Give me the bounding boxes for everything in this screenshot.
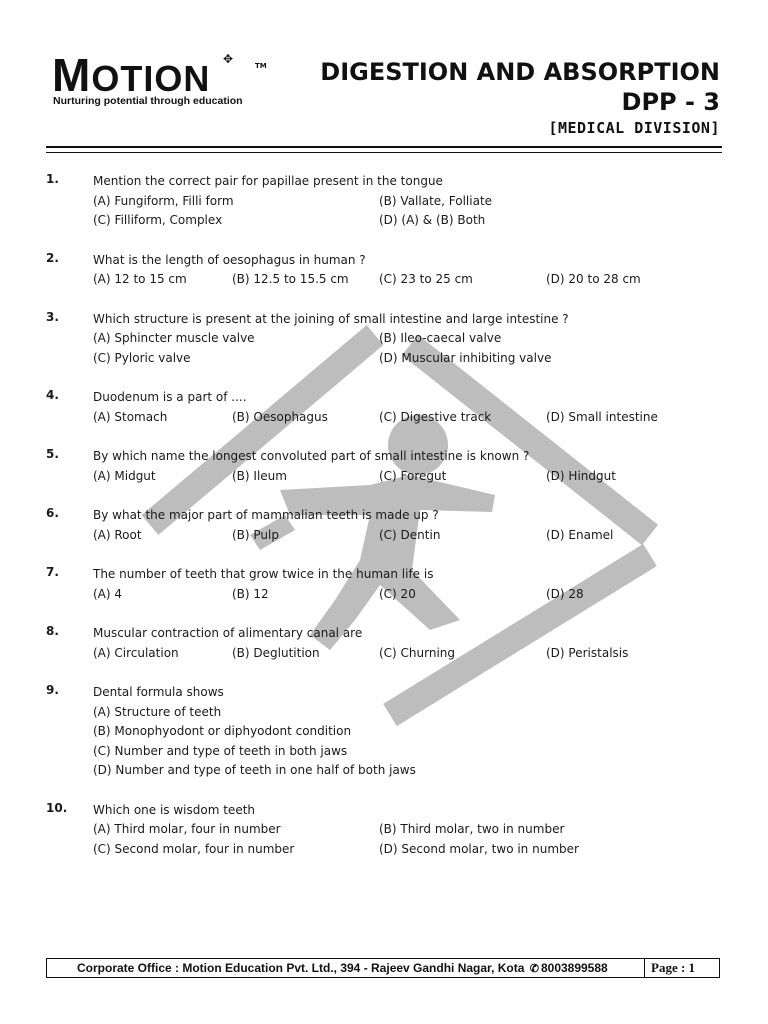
answer-option: (B) 12.5 to 15.5 cm <box>232 272 349 286</box>
dpp-number: DPP - 3 <box>621 88 720 116</box>
answer-option: (A) Stomach <box>93 409 168 424</box>
answer-option: (B) Ileo-caecal valve <box>379 331 502 345</box>
question-item <box>46 565 722 604</box>
question-text: By what the major part of mammalian teeth is made up ? <box>93 508 439 522</box>
header-title-block <box>320 57 720 139</box>
answer-option: (D) 28 <box>546 586 584 601</box>
question-text: Mention the correct pair for papillae present in the tongue <box>93 174 443 188</box>
answer-option: (D) Enamel <box>546 527 614 542</box>
logo-tagline: Nurturing potential through education <box>53 95 243 107</box>
answer-option: (D) Second molar, two in number <box>379 841 579 856</box>
footer-divider <box>644 959 645 977</box>
division-label: [MEDICAL DIVISION] <box>548 119 720 137</box>
option-group <box>93 585 722 605</box>
answer-option: (D) Small intestine <box>546 409 658 424</box>
question-text: Duodenum is a part of .... <box>93 390 247 404</box>
question-item <box>46 388 722 427</box>
question-item <box>46 447 722 486</box>
question-text: Dental formula shows <box>93 685 224 699</box>
header-rule-thin <box>46 152 722 153</box>
answer-option: (D) Muscular inhibiting valve <box>379 350 552 365</box>
answer-option: (D) Number and type of teeth in one half of both jaws <box>93 763 416 777</box>
answer-option: (A) Third molar, four in number <box>93 822 281 836</box>
page-number: Page : 1 <box>651 960 696 975</box>
answer-option: (C) 20 <box>379 586 416 601</box>
answer-option: (B) Ileum <box>232 468 287 483</box>
answer-option: (C) Filliform, Complex <box>93 213 223 227</box>
footer-address <box>77 961 608 975</box>
motion-logo <box>52 50 272 110</box>
answer-option: (A) Sphincter muscle valve <box>93 331 255 345</box>
option-group <box>93 270 722 290</box>
compass-star-icon: ✥ <box>223 52 234 66</box>
question-text: What is the length of oesophagus in human ? <box>93 252 366 267</box>
question-number: 6. <box>46 506 59 520</box>
question-text: Muscular contraction of alimentary canal are <box>93 626 363 640</box>
answer-option: (A) Root <box>93 527 142 542</box>
question-item <box>46 172 722 231</box>
header-rule-thick <box>46 146 722 148</box>
logo-first-letter: M <box>52 49 92 101</box>
answer-option: (C) Digestive track <box>379 409 492 424</box>
question-text: Which one is wisdom teeth <box>93 802 256 817</box>
option-group <box>93 526 722 546</box>
answer-option: (C) 23 to 25 cm <box>379 272 473 286</box>
question-list <box>46 172 722 879</box>
answer-option: (D) 20 to 28 cm <box>546 272 641 286</box>
answer-option: (B) 12 <box>232 586 269 601</box>
office-address: Corporate Office : Motion Education Pvt. Ltd., 394 - Rajeev Gandhi Nagar, Kota <box>77 961 525 975</box>
answer-option: (B) Third molar, two in number <box>379 822 565 836</box>
logo-rest-letters: OTION <box>91 58 211 99</box>
option-group <box>93 644 722 664</box>
footer-bar <box>46 958 720 978</box>
answer-option: (C) Pyloric valve <box>93 350 191 365</box>
option-group <box>93 329 722 368</box>
question-number: 5. <box>46 447 59 461</box>
question-number: 7. <box>46 565 59 579</box>
question-number: 3. <box>46 309 59 324</box>
option-group <box>93 467 722 487</box>
question-item <box>46 251 722 290</box>
question-text: By which name the longest convoluted part of small intestine is known ? <box>93 449 530 463</box>
phone-icon: ✆ <box>529 963 539 975</box>
option-group <box>93 408 722 428</box>
answer-option: (D) Hindgut <box>546 468 616 483</box>
question-number: 9. <box>46 683 59 697</box>
answer-option: (C) Dentin <box>379 527 441 542</box>
question-item <box>46 506 722 545</box>
answer-option: (C) Number and type of teeth in both jaws <box>93 743 348 758</box>
question-number: 2. <box>46 250 59 265</box>
trademark-mark: TM <box>255 62 267 70</box>
answer-option: (C) Second molar, four in number <box>93 841 295 856</box>
answer-option: (B) Monophyodont or diphyodont condition <box>93 724 352 738</box>
answer-option: (C) Foregut <box>379 468 447 483</box>
answer-option: (A) Midgut <box>93 468 156 483</box>
question-text: Which structure is present at the joining of small intestine and large intestine ? <box>93 311 569 326</box>
question-number: 8. <box>46 624 59 638</box>
answer-option: (C) Churning <box>379 645 456 660</box>
option-group <box>93 820 722 859</box>
answer-option: (D) Peristalsis <box>546 645 629 660</box>
question-text: The number of teeth that grow twice in the human life is <box>93 567 434 581</box>
answer-option: (D) (A) & (B) Both <box>379 213 486 227</box>
option-group <box>93 192 722 231</box>
page-title: DIGESTION AND ABSORPTION <box>320 58 720 86</box>
phone-number: 8003899588 <box>540 961 608 975</box>
answer-option: (B) Deglutition <box>232 645 320 660</box>
question-number: 4. <box>46 388 59 402</box>
answer-option: (B) Pulp <box>232 527 279 542</box>
answer-option: (A) 4 <box>93 586 123 601</box>
answer-option: (B) Vallate, Folliate <box>379 193 493 208</box>
answer-option: (A) Circulation <box>93 645 179 660</box>
question-item <box>46 801 722 860</box>
answer-option: (A) Fungiform, Filli form <box>93 193 234 208</box>
option-group <box>93 703 722 781</box>
answer-option: (B) Oesophagus <box>232 409 328 424</box>
question-number: 10. <box>46 800 68 815</box>
answer-option: (A) Structure of teeth <box>93 704 222 719</box>
question-item <box>46 310 722 369</box>
question-item <box>46 624 722 663</box>
question-item <box>46 683 722 781</box>
question-number: 1. <box>46 172 59 186</box>
answer-option: (A) 12 to 15 cm <box>93 272 187 286</box>
